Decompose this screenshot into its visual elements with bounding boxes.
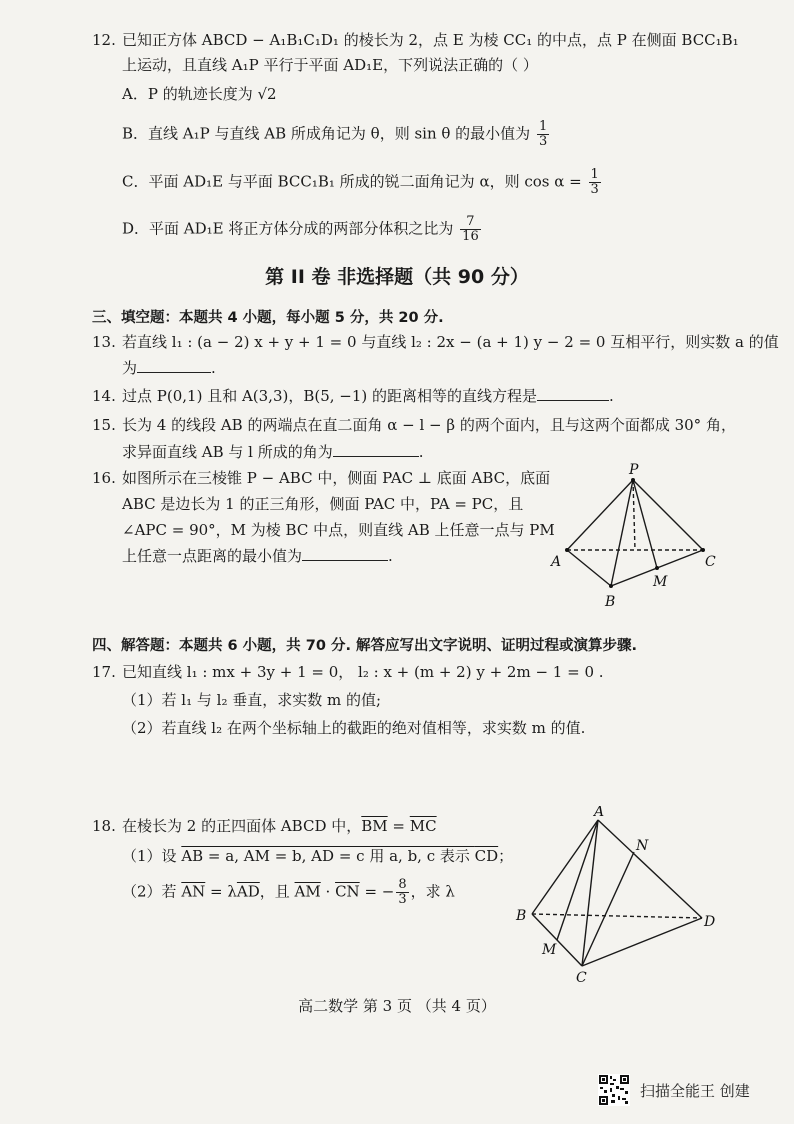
vector-ad: $\overline{AD}$ bbox=[236, 882, 260, 901]
q12-number: 12. bbox=[92, 31, 116, 49]
q18-tetrahedron-figure bbox=[510, 806, 725, 986]
part2-title: 第 II 卷 非选择题（共 90 分） bbox=[265, 266, 529, 288]
label-c: C bbox=[576, 970, 587, 986]
fraction-denominator: 3 bbox=[538, 134, 548, 149]
q12-option-b-text: B．直线 A₁P 与直线 AB 所成角记为 θ，则 sin θ 的最小值为 bbox=[122, 124, 531, 143]
q18-part2 bbox=[122, 878, 455, 907]
vector-mc: $\overline{MC}$ bbox=[409, 817, 437, 835]
q12-option-d bbox=[122, 215, 483, 244]
fraction-numerator: 1 bbox=[538, 119, 548, 134]
q12-option-d-text: D．平面 AD₁E 将正方体分成的两部分体积之比为 bbox=[122, 219, 454, 238]
label-m: M bbox=[653, 574, 668, 590]
q16-pyramid-figure bbox=[545, 458, 725, 613]
q18-number: 18. bbox=[92, 817, 116, 835]
q18-part1-label: （1）设 bbox=[122, 847, 182, 865]
q13-line1 bbox=[92, 332, 779, 352]
q16-period: . bbox=[388, 547, 393, 565]
label-a: A bbox=[551, 554, 562, 570]
edge-ab bbox=[532, 820, 598, 914]
q15-period: . bbox=[418, 443, 424, 461]
q16-line2: ABC 是边长为 1 的正三角形，侧面 PAC 中，PA = PC，且 bbox=[122, 495, 524, 513]
q13-period: . bbox=[211, 359, 216, 377]
q12-option-c-fraction bbox=[589, 168, 601, 197]
vector-cd: $\overline{CD}$ bbox=[474, 847, 499, 865]
q18-part2-label: （2）若 bbox=[122, 882, 182, 901]
scanner-watermark: 扫描全能王 创建 bbox=[640, 1082, 750, 1100]
dot-product: · bbox=[320, 882, 336, 901]
q13-text: 若直线 l₁ : (a − 2) x + y + 1 = 0 与直线 l₂ : 2x − (a + 1) y − 2 = 0 互相平行，则实数 a 的值 bbox=[122, 333, 779, 351]
q13-line2 bbox=[122, 358, 216, 378]
q18-fraction bbox=[396, 878, 408, 907]
q16-text4: 上任意一点距离的最小值为 bbox=[122, 547, 303, 565]
vector-cn: $\overline{CN}$ bbox=[335, 882, 360, 901]
q18-text: 在棱长为 2 的正四面体 ABCD 中， bbox=[122, 817, 362, 835]
fraction-numerator: 7 bbox=[460, 215, 481, 230]
q12-stem1: 已知正方体 ABCD − A₁B₁C₁D₁ 的棱长为 2，点 E 为棱 CC₁ 的中点，点 P 在侧面 BCC₁B₁ bbox=[122, 31, 739, 49]
q14-answer-blank[interactable] bbox=[537, 386, 609, 401]
label-b: B bbox=[605, 594, 616, 610]
q18-stem bbox=[92, 816, 437, 836]
label-c: C bbox=[705, 554, 716, 570]
section4-heading: 四、解答题：本题共 6 小题，共 70 分. 解答应写出文字说明、证明过程或演算步骤. bbox=[92, 638, 638, 654]
q13-text2: 为 bbox=[122, 359, 138, 377]
q16-line4 bbox=[122, 546, 393, 566]
label-b: B bbox=[516, 908, 527, 924]
q12-option-a: A．P 的轨迹长度为 √2 bbox=[122, 85, 277, 103]
edge-pc bbox=[633, 480, 703, 550]
edge-bd-hidden bbox=[532, 914, 702, 918]
section3-heading: 三、填空题：本题共 4 小题，每小题 5 分，共 20 分. bbox=[92, 310, 444, 326]
q15-line1 bbox=[92, 415, 736, 435]
q17-stem bbox=[92, 662, 604, 682]
fraction-denominator: 3 bbox=[398, 892, 407, 907]
edge-ad bbox=[598, 820, 702, 918]
fraction-denominator: 3 bbox=[590, 182, 599, 197]
q17-part2: （2）若直线 l₂ 在两个坐标轴上的截距的绝对值相等，求实数 m 的值. bbox=[122, 719, 586, 737]
label-m: M bbox=[542, 942, 557, 958]
q12-stem2: 上运动，且直线 A₁P 平行于平面 AD₁E，下列说法正确的（ ） bbox=[122, 56, 538, 74]
q16-text1: 如图所示在三棱锥 P − ABC 中，侧面 PAC ⊥ 底面 ABC，底面 bbox=[122, 469, 551, 487]
q12-option-c-text: C．平面 AD₁E 与平面 BCC₁B₁ 所成的锐二面角记为 α，则 cos α = bbox=[122, 172, 582, 191]
lambda-eq: = λ bbox=[205, 882, 237, 901]
fraction-denominator: 16 bbox=[462, 229, 479, 244]
label-a: A bbox=[594, 806, 605, 820]
q16-number: 16. bbox=[92, 469, 116, 487]
label-d: D bbox=[704, 914, 716, 930]
edge-pa bbox=[567, 480, 633, 550]
vector-bm: $\overline{BM}$ bbox=[361, 817, 388, 835]
page-footer: 高二数学 第 3 页 （共 4 页） bbox=[298, 997, 496, 1015]
label-n: N bbox=[636, 838, 649, 854]
vector-am: $\overline{AM}$ bbox=[294, 882, 321, 901]
q17-part1: （1）若 l₁ 与 l₂ 垂直，求实数 m 的值; bbox=[122, 691, 382, 709]
equals-minus: = − bbox=[359, 882, 395, 901]
q18-part1-end: ； bbox=[498, 847, 514, 865]
q18-part2-end: ，求 λ bbox=[410, 882, 455, 901]
q17-number: 17. bbox=[92, 663, 116, 681]
q12-stem-line1 bbox=[92, 30, 739, 50]
q13-answer-blank[interactable] bbox=[137, 358, 211, 373]
q17-text: 已知直线 l₁ : mx + 3y + 1 = 0， l₂ : x + (m + 2) y + 2m − 1 = 0 . bbox=[122, 663, 604, 681]
height-hidden bbox=[633, 480, 635, 550]
qr-code-icon bbox=[598, 1074, 630, 1106]
q14-period: . bbox=[609, 387, 614, 405]
q13-number: 13. bbox=[92, 333, 116, 351]
q14-number: 14. bbox=[92, 387, 116, 405]
q15-answer-blank[interactable] bbox=[333, 442, 419, 457]
label-p: P bbox=[629, 462, 639, 478]
fraction-numerator: 8 bbox=[398, 877, 407, 892]
edge-ab bbox=[567, 550, 611, 586]
q16-line1 bbox=[92, 468, 550, 488]
fraction-numerator: 1 bbox=[590, 167, 599, 182]
q12-option-b bbox=[122, 120, 551, 149]
q14-line bbox=[92, 386, 614, 406]
q16-line3: ∠APC = 90°，M 为棱 BC 中点，则直线 AB 上任意一点与 PM bbox=[122, 521, 555, 539]
q18-part1-vectors: AB = a, AM = b, AD = c 用 a, b, c 表示 bbox=[181, 847, 475, 865]
q16-answer-blank[interactable] bbox=[302, 546, 388, 561]
equals-sign: = bbox=[387, 817, 410, 835]
q15-text: 长为 4 的线段 AB 的两端点在直二面角 α − l − β 的两个面内，且与这两个面都成 30° 角， bbox=[122, 416, 736, 434]
q12-option-d-fraction bbox=[460, 215, 481, 244]
q12-option-b-fraction bbox=[537, 120, 549, 149]
q12-option-c bbox=[122, 168, 603, 197]
q15-line2 bbox=[122, 442, 424, 462]
q18-and: ，且 bbox=[259, 882, 295, 901]
q15-number: 15. bbox=[92, 416, 116, 434]
edge-pm bbox=[633, 480, 657, 568]
q18-part1 bbox=[122, 846, 513, 866]
edge-pb bbox=[611, 480, 633, 586]
vector-an: $\overline{AN}$ bbox=[181, 882, 206, 901]
q14-text: 过点 P(0,1) 且和 A(3,3)，B(5, −1) 的距离相等的直线方程是 bbox=[122, 387, 538, 405]
q15-text2: 求异面直线 AB 与 l 所成的角为 bbox=[122, 443, 333, 461]
